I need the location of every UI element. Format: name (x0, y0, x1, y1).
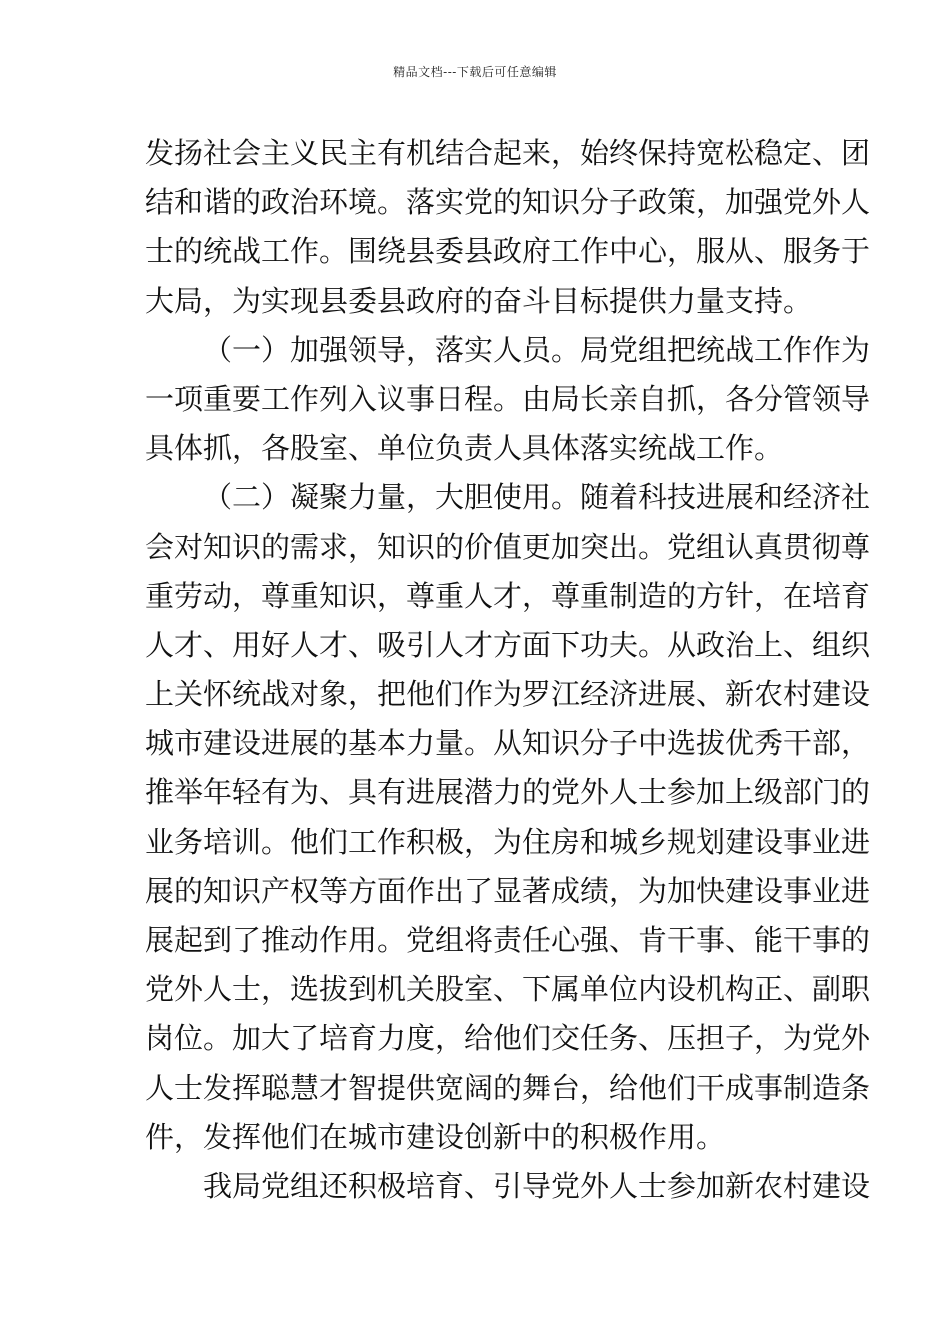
text-line: 结和谐的政治环境。落实党的知识分子政策，加强党外人 (145, 185, 871, 220)
text-line: 重劳动，尊重知识，尊重人才，尊重制造的方针，在培育 (145, 578, 871, 613)
text-line: 士的统战工作。围绕县委县政府工作中心，服从、服务于 (145, 234, 871, 269)
text-line: 我局党组还积极培育、引导党外人士参加新农村建设 (203, 1168, 871, 1203)
text-line: 件，发挥他们在城市建设创新中的积极作用。 (145, 1119, 726, 1154)
text-line: 上关怀统战对象，把他们作为罗江经济进展、新农村建设 (145, 677, 871, 712)
paragraph-2 (145, 326, 871, 474)
text-line: 大局，为实现县委县政府的奋斗目标提供力量支持。 (145, 283, 813, 318)
text-line: （二）凝聚力量，大胆使用。随着科技进展和经济社 (203, 480, 871, 515)
text-line: 推举年轻有为、具有进展潜力的党外人士参加上级部门的 (145, 775, 871, 810)
text-line: （一）加强领导，落实人员。局党组把统战工作作为 (203, 332, 871, 367)
text-line: 业务培训。他们工作积极，为住房和城乡规划建设事业进 (145, 824, 871, 859)
paragraph-1 (145, 129, 871, 326)
text-line: 展的知识产权等方面作出了显著成绩，为加快建设事业进 (145, 873, 871, 908)
text-line: 发扬社会主义民主有机结合起来，始终保持宽松稳定、团 (145, 136, 871, 170)
text-line: 具体抓，各股室、单位负责人具体落实统战工作。 (145, 431, 784, 466)
paragraph-3 (145, 473, 871, 1162)
text-line: 会对知识的需求，知识的价值更加突出。党组认真贯彻尊 (145, 529, 871, 564)
text-line: 城市建设进展的基本力量。从知识分子中选拔优秀干部， (145, 726, 871, 761)
page-header: 精品文档---下载后可任意编辑 (393, 65, 557, 79)
document-body (145, 129, 871, 1211)
text-line: 党外人士，选拔到机关股室、下属单位内设机构正、副职 (145, 972, 871, 1007)
paragraph-4 (145, 1162, 871, 1211)
text-line: 一项重要工作列入议事日程。由局长亲自抓，各分管领导 (145, 381, 871, 416)
text-line: 人才、用好人才、吸引人才方面下功夫。从政治上、组织 (145, 627, 871, 662)
text-line: 岗位。加大了培育力度，给他们交任务、压担子，为党外 (145, 1021, 871, 1056)
text-line: 人士发挥聪慧才智提供宽阔的舞台，给他们干成事制造条 (145, 1070, 871, 1105)
text-line: 展起到了推动作用。党组将责任心强、肯干事、能干事的 (145, 923, 871, 957)
